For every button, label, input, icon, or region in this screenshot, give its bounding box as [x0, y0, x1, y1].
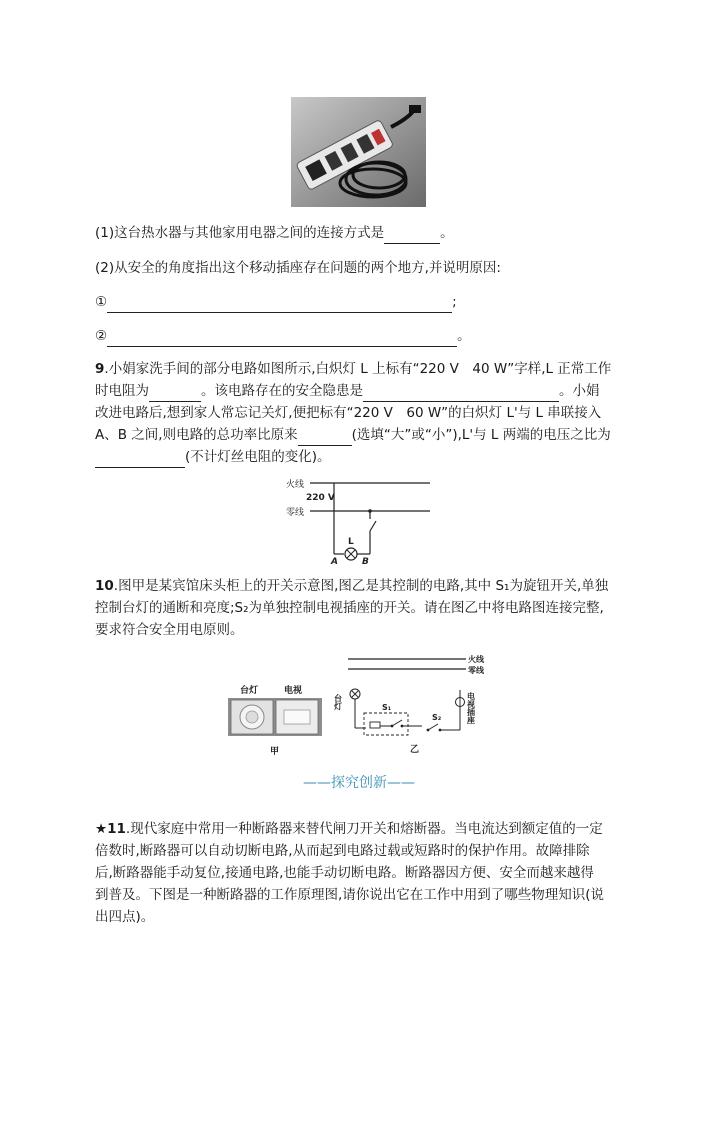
- yi-s1-label: S₁: [382, 703, 392, 712]
- q9-line2c: 。小娟: [559, 383, 600, 399]
- q8-item1: [95, 291, 457, 313]
- q8-item1-end: ;: [452, 294, 457, 310]
- q10-number: 10: [95, 578, 114, 594]
- q11-number: 11: [107, 821, 126, 837]
- q9-line1-text: .小娟家洗手间的部分电路如图所示,白炽灯 L 上标有“220 V 40 W”字样,L 正常工作: [104, 361, 612, 377]
- q10-line3: 要求符合安全用电原则。: [95, 622, 244, 638]
- q9-number: 9: [95, 361, 105, 377]
- q9-line4: [95, 424, 611, 446]
- answer-blank[interactable]: [363, 385, 559, 402]
- q9-line2a: 时电阻为: [95, 383, 149, 399]
- q11-line2: 倍数时,断路器可以自动切断电路,从而起到电路过载或短路时的保护作用。故障排除: [95, 843, 590, 859]
- q8-sub1-end: 。: [440, 225, 454, 241]
- answer-blank[interactable]: [298, 429, 352, 446]
- jia-caption: 甲: [270, 747, 280, 757]
- q10-line2: 控制台灯的通断和亮度;S₂为单独控制电视插座的开关。请在图乙中将电路图连接完整,: [95, 600, 604, 616]
- yi-s2-label: S₂: [432, 713, 442, 722]
- q8-item2: [95, 325, 471, 347]
- q10-figure-jia: [228, 680, 324, 758]
- q9-circuit-diagram: [280, 474, 440, 566]
- q10-line1: [95, 575, 608, 597]
- power-strip-photo: [291, 97, 426, 207]
- yi-socket-label: 电视插座: [466, 692, 476, 724]
- q8-sub1-text: (1)这台热水器与其他家用电器之间的连接方式是: [95, 225, 385, 241]
- yi-live-label: 火线: [468, 655, 484, 664]
- jia-tv-label: 电视: [284, 686, 303, 696]
- q9-line1: [95, 358, 611, 380]
- star-icon: ★: [95, 821, 108, 837]
- q9-line5: [95, 446, 331, 468]
- q9-point-a: A: [331, 557, 338, 566]
- answer-blank[interactable]: [107, 330, 457, 347]
- q9-line4b: (选填“大”或“小”),L'与 L 两端的电压之比为: [351, 427, 611, 443]
- q9-line5-text: (不计灯丝电阻的变化)。: [185, 449, 331, 465]
- q10-figure-yi: [334, 652, 494, 758]
- yi-caption: 乙: [410, 745, 420, 755]
- q11-line3: 后,断路器能手动复位,接通电路,也能手动切断电路。断路器因方便、安全而越来越得: [95, 865, 594, 881]
- q8-item1-mark: ①: [95, 294, 108, 310]
- q9-line4a: A、B 之间,则电路的总功率比原来: [95, 427, 298, 443]
- jia-lamp-label: 台灯: [240, 686, 259, 696]
- answer-blank[interactable]: [107, 296, 452, 313]
- yi-neutral-label: 零线: [468, 666, 484, 675]
- q9-line2: [95, 380, 600, 402]
- q8-item2-mark: ②: [95, 328, 108, 344]
- q9-lamp-label: L: [348, 537, 354, 547]
- q8-item2-end: 。: [457, 328, 471, 344]
- q10-line1-text: .图甲是某宾馆床头柜上的开关示意图,图乙是其控制的电路,其中 S₁为旋钮开关,单独: [113, 578, 609, 594]
- q11-line5: 出四点)。: [95, 909, 155, 925]
- q8-sub1: [95, 222, 454, 244]
- q9-live-label: 火线: [286, 480, 305, 490]
- answer-blank[interactable]: [149, 385, 201, 402]
- q9-voltage-label: 220 V: [306, 493, 335, 503]
- section-title: ——探究创新——: [303, 775, 415, 791]
- q11-line1: [95, 818, 603, 840]
- q9-line2b: 。该电路存在的安全隐患是: [201, 383, 363, 399]
- q9-line3: 改进电路后,想到家人常忘记关灯,便把标有“220 V 60 W”的白炽灯 L'与 L 串联接入: [95, 405, 602, 421]
- q11-line1-text: .现代家庭中常用一种断路器来替代闸刀开关和熔断器。当电流达到额定值的一定: [125, 821, 603, 837]
- answer-blank[interactable]: [384, 227, 440, 244]
- yi-lamp-label: 台灯: [334, 694, 343, 710]
- q8-sub2: (2)从安全的角度指出这个移动插座存在问题的两个地方,并说明原因:: [95, 260, 501, 276]
- q9-neutral-label: 零线: [286, 508, 305, 518]
- answer-blank[interactable]: [95, 451, 185, 468]
- q11-line4: 到普及。下图是一种断路器的工作原理图,请你说出它在工作中用到了哪些物理知识(说: [95, 887, 605, 903]
- q9-point-b: B: [362, 557, 369, 566]
